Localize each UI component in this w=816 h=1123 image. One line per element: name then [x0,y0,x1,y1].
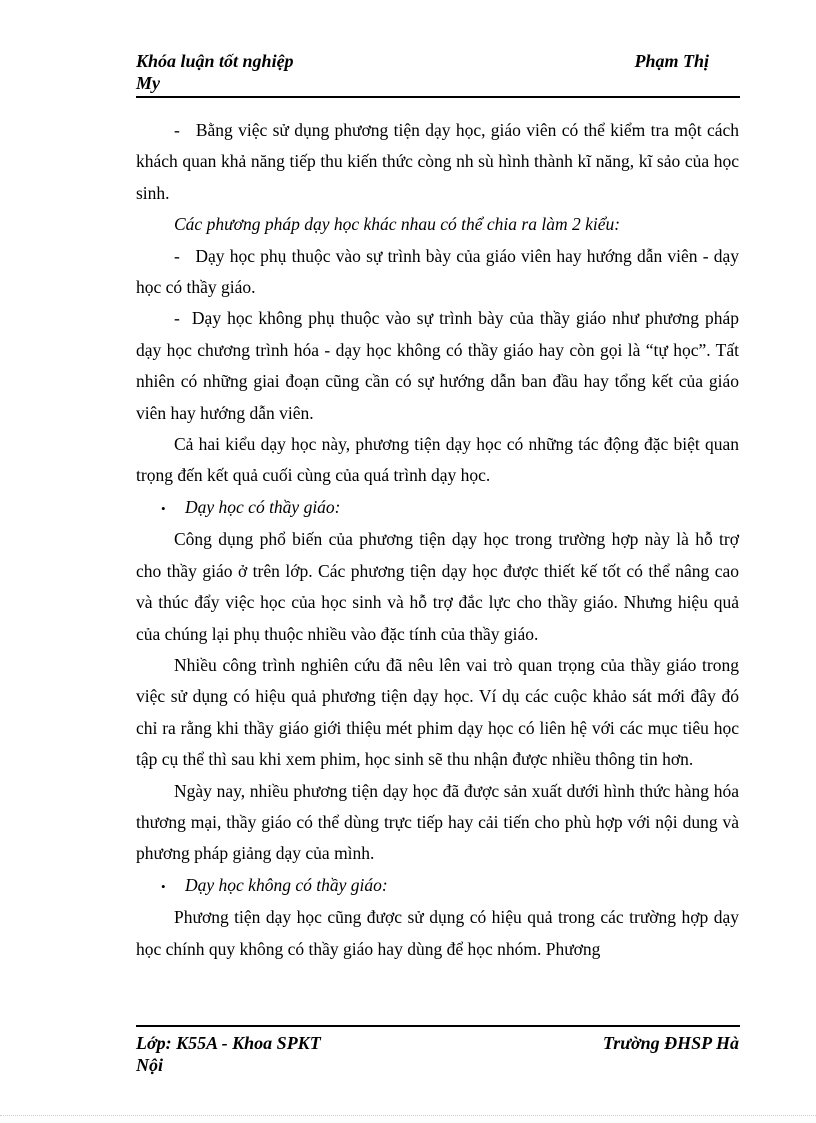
page-header [136,50,739,94]
footer-school-wrap: Nội [136,1055,163,1075]
page-edge-divider [0,1115,816,1116]
bullet-text: Dạy học không có thầy giáo: [185,874,388,895]
footer-rule [136,1025,740,1027]
footer-school: Trường ĐHSP Hà [602,1033,739,1053]
paragraph: Phương tiện dạy học cũng được sử dụng có hiệu quả trong các trường hợp dạy học chính quy không có thầy giáo hay dùng để học nhóm. Phương [136,907,739,959]
document-body [136,115,739,965]
page-footer [136,1032,739,1076]
header-thesis-title: Khóa luận tốt nghiệp [136,51,294,71]
paragraph: - Dạy học phụ thuộc vào sự trình bày của giáo viên hay hướng dẫn viên - dạy học có thầy giáo. [136,245,739,298]
paragraph: Ngày nay, nhiều phương tiện dạy học đã được sản xuất dưới hình thức hàng hóa thương mại, thầy giáo có thể dùng trực tiếp hay cải tiến cho phù hợp với nội dung và phương pháp giảng dạy của mình. [136,780,739,864]
header-rule [136,96,740,98]
paragraph: Công dụng phổ biến của phương tiện dạy học trong trường hợp này là hỗ trợ cho thầy giáo ở trên lớp. Các phương tiện dạy học được thiết kế tốt có thể nâng cao và thúc đẩy việc học của học sinh và hỗ trợ đắc lực cho thầy giáo. Nhưng hiệu quả của chúng lại phụ thuộc nhiều vào đặc tính của thầy giáo. [136,529,739,644]
paragraph: Các phương pháp dạy học khác nhau có thể chia ra làm 2 kiểu: [174,214,621,235]
bullet-icon: • [161,500,166,516]
paragraph: Nhiều công trình nghiên cứu đã nêu lên vai trò quan trọng của thầy giáo trong việc sử dụng có hiệu quả phương tiện dạy học. Ví dụ các cuộc khảo sát mới đây đó chỉ ra rằng khi thầy giáo giới thiệu mét phim dạy học có liên hệ với các mục tiêu học tập cụ thể thì sau khi xem phim, học sinh sẽ thu nhận được nhiều thông tin hơn. [136,654,739,770]
paragraph: - Bằng việc sử dụng phương tiện dạy học, giáo viên có thể kiểm tra một cách khách quan khả năng tiếp thu kiến thức còng nh sù hình thành kĩ năng, kĩ sảo của học sinh. [136,120,740,203]
paragraph: - Dạy học không phụ thuộc vào sự trình bày của thầy giáo như phương pháp dạy học chương trình hóa - dạy học không có thầy giáo hay còn gọi là “tự học”. Tất nhiên có những giai đoạn cũng cần có sự hướng dẫn ban đầu hay tổng kết của giáo viên hay hướng dẫn viên. [136,308,740,423]
bullet-item [136,492,739,524]
bullet-icon: • [161,878,166,894]
bullet-item [136,870,739,902]
paragraph: Cả hai kiểu dạy học này, phương tiện dạy học có những tác động đặc biệt quan trọng đến kết quả cuối cùng của quá trình dạy học. [136,434,739,486]
header-author-wrap: My [136,73,160,93]
bullet-text: Dạy học có thầy giáo: [185,496,341,517]
header-author: Phạm Thị [634,51,709,71]
footer-class: Lớp: K55A - Khoa SPKT [136,1033,321,1053]
